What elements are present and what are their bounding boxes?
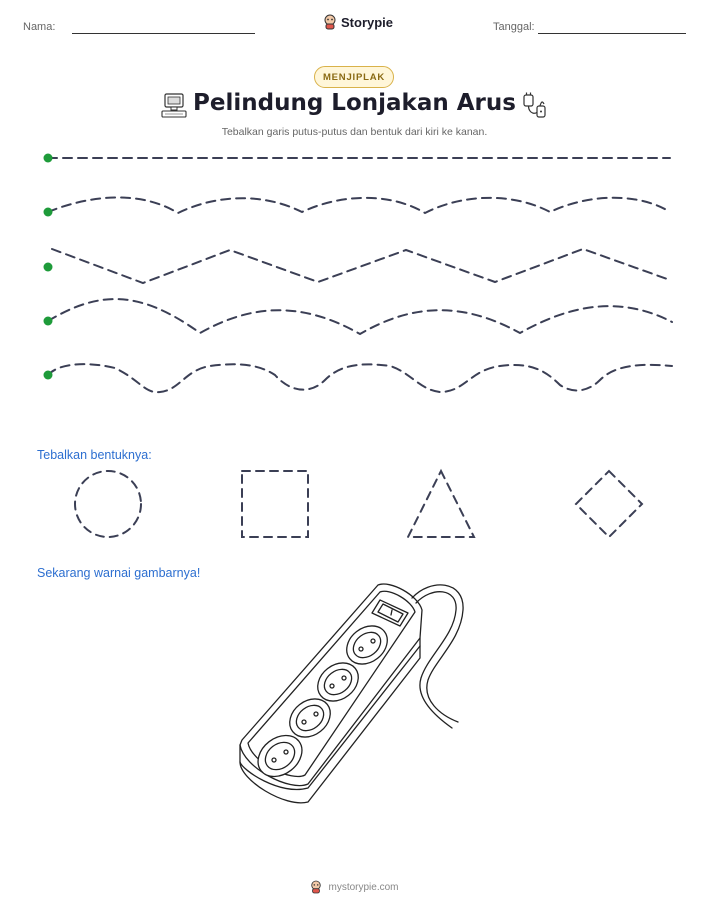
start-dot <box>44 371 53 380</box>
start-dot <box>44 317 53 326</box>
tracing-line-hills[interactable] <box>48 299 672 334</box>
plug-icon <box>520 92 548 120</box>
circle-shape[interactable] <box>75 471 141 537</box>
mascot-icon <box>323 14 337 30</box>
brand-name: Storypie <box>341 14 394 30</box>
brand-logo <box>323 14 393 30</box>
page-title: Pelindung Lonjakan Arus <box>193 90 516 116</box>
tracing-shapes <box>0 465 709 545</box>
activity-badge: MENJIPLAK <box>314 66 394 88</box>
tracing-lines <box>0 140 709 410</box>
tracing-line-zigzag[interactable] <box>52 249 670 283</box>
tracing-line-wave[interactable] <box>48 197 670 213</box>
footer <box>0 880 709 894</box>
square-shape[interactable] <box>242 471 308 537</box>
start-dot <box>44 154 53 163</box>
triangle-shape[interactable] <box>408 471 474 537</box>
name-label: Nama: <box>23 21 56 33</box>
date-label: Tanggal: <box>493 21 535 33</box>
date-field-line[interactable] <box>538 33 686 34</box>
start-dot <box>44 208 53 217</box>
shapes-label: Tebalkan bentuknya: <box>37 448 152 462</box>
footer-site[interactable]: mystorypie.com <box>328 881 399 893</box>
start-dot <box>44 263 53 272</box>
tracing-line-bumps[interactable] <box>48 364 672 392</box>
page-subtitle: Tebalkan garis putus-putus dan bentuk dari kiri ke kanan. <box>221 126 488 138</box>
power-strip-drawing[interactable] <box>230 570 480 815</box>
mascot-icon <box>310 880 322 894</box>
power-switch <box>372 600 408 626</box>
name-field-line[interactable] <box>72 33 255 34</box>
diamond-shape[interactable] <box>576 471 642 537</box>
coloring-label: Sekarang warnai gambarnya! <box>37 566 201 580</box>
